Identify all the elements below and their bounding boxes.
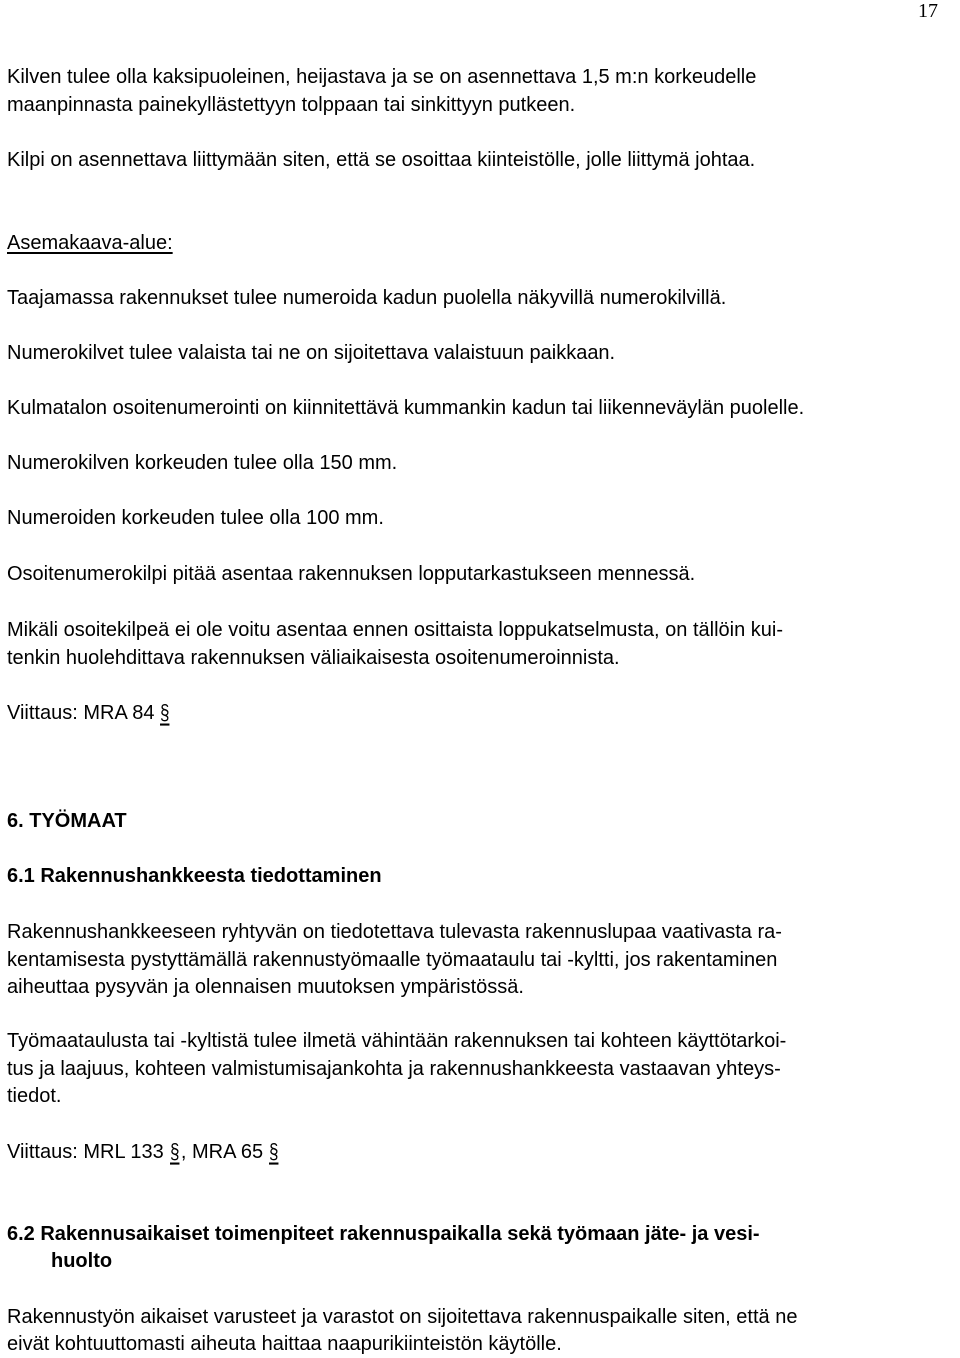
text-line: Kilven tulee olla kaksipuoleinen, heijastava ja se on asennettava 1,5 m:n korkeudelle (7, 66, 757, 88)
text-line: Rakennushankkeeseen ryhtyvän on tiedotettava tulevasta rakennuslupaa vaativasta ra- (7, 921, 782, 943)
section-symbol: § (160, 701, 170, 725)
section-symbol: § (269, 1140, 279, 1164)
text-line: eivät kohtuuttomasti aiheuta haittaa naapurikiinteistön käytölle. (7, 1333, 562, 1355)
text-line: tenkin huolehdittava rakennuksen väliaikaisesta osoitenumeroinnista. (7, 647, 620, 669)
text-line: Kilpi on asennettava liittymään siten, että se osoittaa kiinteistölle, jolle liittymä johtaa. (7, 149, 756, 171)
heading-tyomaat: 6. TYÖMAAT (7, 810, 127, 832)
text-line: maanpinnasta painekyllästettyyn tolppaan tai sinkittyyn putkeen. (7, 94, 576, 116)
reference-mrl133 (7, 1139, 280, 1165)
text-line: Mikäli osoitekilpeä ei ole voitu asentaa ennen osittaista loppukatselmusta, on tällöin kui- (7, 619, 784, 641)
text-line: tus ja laajuus, kohteen valmistumisajankohta ja rakennushankkeesta vastaavan yhteys- (7, 1058, 781, 1080)
text-line: kentamisesta pystyttämällä rakennustyömaalle työmaataulu tai -kyltti, jos rakentaminen (7, 949, 778, 971)
text-line: Numerokilven korkeuden tulee olla 150 mm. (7, 452, 398, 474)
subheading-asemakaava: Asemakaava-alue: (7, 232, 173, 254)
text-line: Numerokilvet tulee valaista tai ne on sijoitettava valaistuun paikkaan. (7, 342, 616, 364)
reference-text: Viittaus: MRA 84 (7, 702, 155, 724)
text-line: Kulmatalon osoitenumerointi on kiinnitettävä kummankin kadun tai liikenneväylän puolelle. (7, 397, 805, 419)
text-line: Osoitenumerokilpi pitää asentaa rakennuksen lopputarkastukseen mennessä. (7, 563, 696, 585)
text-line: tiedot. (7, 1085, 62, 1107)
text-line: Työmaataulusta tai -kyltistä tulee ilmetä vähintään rakennuksen tai kohteen käyttötarkoi- (7, 1030, 787, 1052)
text-line: Taajamassa rakennukset tulee numeroida kadun puolella näkyvillä numerokilvillä. (7, 287, 727, 309)
reference-text: Viittaus: MRL 133 (7, 1141, 164, 1163)
reference-text: , MRA 65 (180, 1141, 264, 1163)
text-line: aiheuttaa pysyvän ja olennaisen muutoksen ympäristössä. (7, 976, 524, 998)
heading-6-2-continued: huolto (51, 1250, 113, 1272)
heading-6-1: 6.1 Rakennushankkeesta tiedottaminen (7, 865, 382, 887)
section-symbol: § (169, 1140, 180, 1164)
text-line: Rakennustyön aikaiset varusteet ja varastot on sijoitettava rakennuspaikalle siten, että ne (7, 1306, 798, 1328)
page-number: 17 (918, 0, 938, 22)
text-line: Numeroiden korkeuden tulee olla 100 mm. (7, 507, 384, 529)
reference-mra84 (7, 700, 172, 726)
heading-6-2: 6.2 Rakennusaikaiset toimenpiteet rakennuspaikalla sekä työmaan jäte- ja vesi- (7, 1223, 760, 1245)
